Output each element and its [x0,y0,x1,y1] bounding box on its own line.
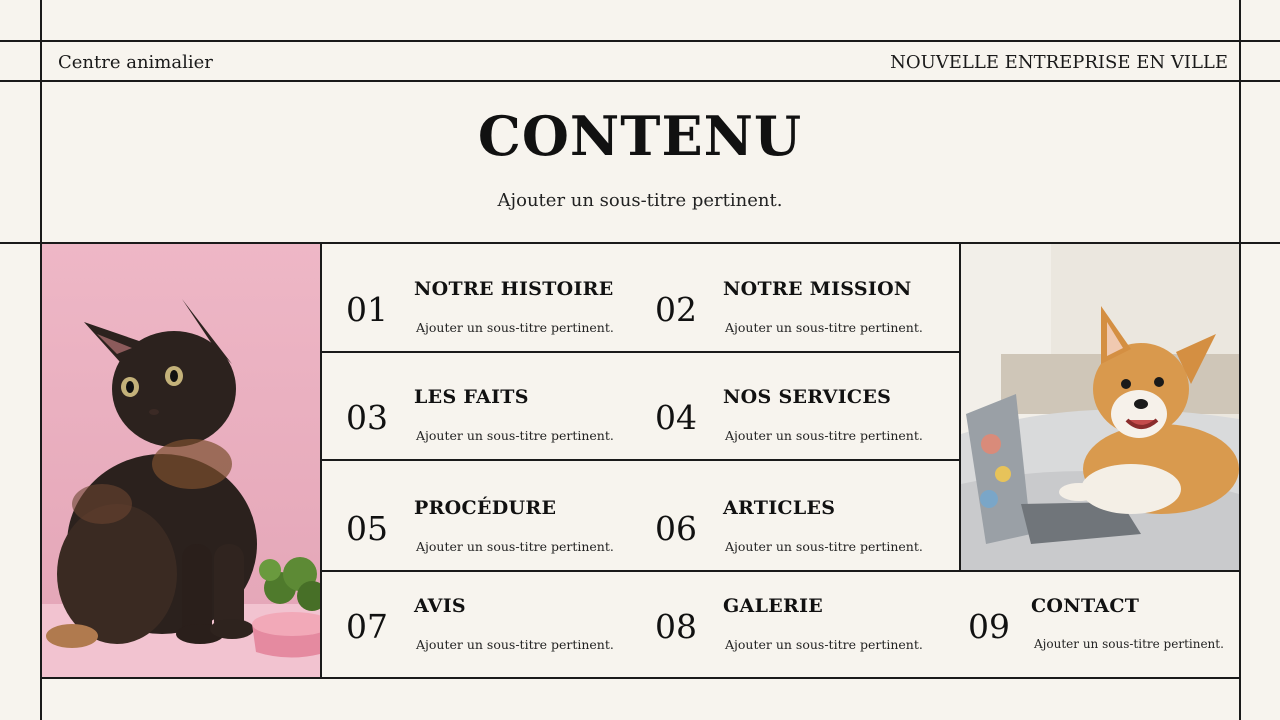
toc-number: 07 [346,607,388,646]
toc-item-07[interactable] [346,575,646,675]
toc-number: 08 [655,607,697,646]
cat-illustration [42,244,320,677]
toc-title: NOTRE MISSION [723,278,912,300]
corgi-laptop-photo [961,244,1239,570]
toc-title: CONTACT [1031,595,1140,617]
toc-item-03[interactable] [346,366,646,466]
toc-number: 09 [968,607,1010,646]
toc-title: ARTICLES [723,497,836,519]
toc-subtitle: Ajouter un sous-titre pertinent. [725,428,923,443]
toc-subtitle: Ajouter un sous-titre pertinent. [416,539,614,554]
toc-title: NOTRE HISTOIRE [414,278,614,300]
toc-item-08[interactable] [655,575,955,675]
toc-item-06[interactable] [655,477,955,577]
corgi-illustration [961,244,1239,570]
toc-item-04[interactable] [655,366,955,466]
toc-subtitle: Ajouter un sous-titre pertinent. [416,320,614,335]
toc-item-05[interactable] [346,477,646,577]
toc-subtitle: Ajouter un sous-titre pertinent. [725,637,923,652]
tagline: NOUVELLE ENTREPRISE EN VILLE [890,52,1228,73]
toc-subtitle: Ajouter un sous-titre pertinent. [725,320,923,335]
toc-number: 02 [655,290,697,329]
toc-subtitle: Ajouter un sous-titre pertinent. [416,637,614,652]
toc-item-01[interactable] [346,258,646,358]
grid-rule-col-left [320,242,322,679]
toc-item-09[interactable] [968,575,1228,675]
header-rule-top [0,40,1280,42]
toc-number: 01 [346,290,388,329]
toc-number: 04 [655,398,697,437]
toc-subtitle: Ajouter un sous-titre pertinent. [1034,637,1224,651]
toc-number: 05 [346,509,388,548]
toc-title: LES FAITS [414,386,529,408]
page-subtitle: Ajouter un sous-titre pertinent. [497,190,783,211]
toc-number: 06 [655,509,697,548]
toc-title: NOS SERVICES [723,386,892,408]
toc-item-02[interactable] [655,258,955,358]
grid-rule-bottom [40,677,1241,679]
toc-title: AVIS [414,595,466,617]
toc-subtitle: Ajouter un sous-titre pertinent. [416,428,614,443]
toc-title: GALERIE [723,595,824,617]
brand-name: Centre animalier [58,52,213,73]
toc-subtitle: Ajouter un sous-titre pertinent. [725,539,923,554]
toc-number: 03 [346,398,388,437]
page-title: CONTENU [477,104,803,168]
header-rule-bottom [0,80,1280,82]
cat-photo [42,244,320,677]
toc-title: PROCÉDURE [414,497,557,519]
